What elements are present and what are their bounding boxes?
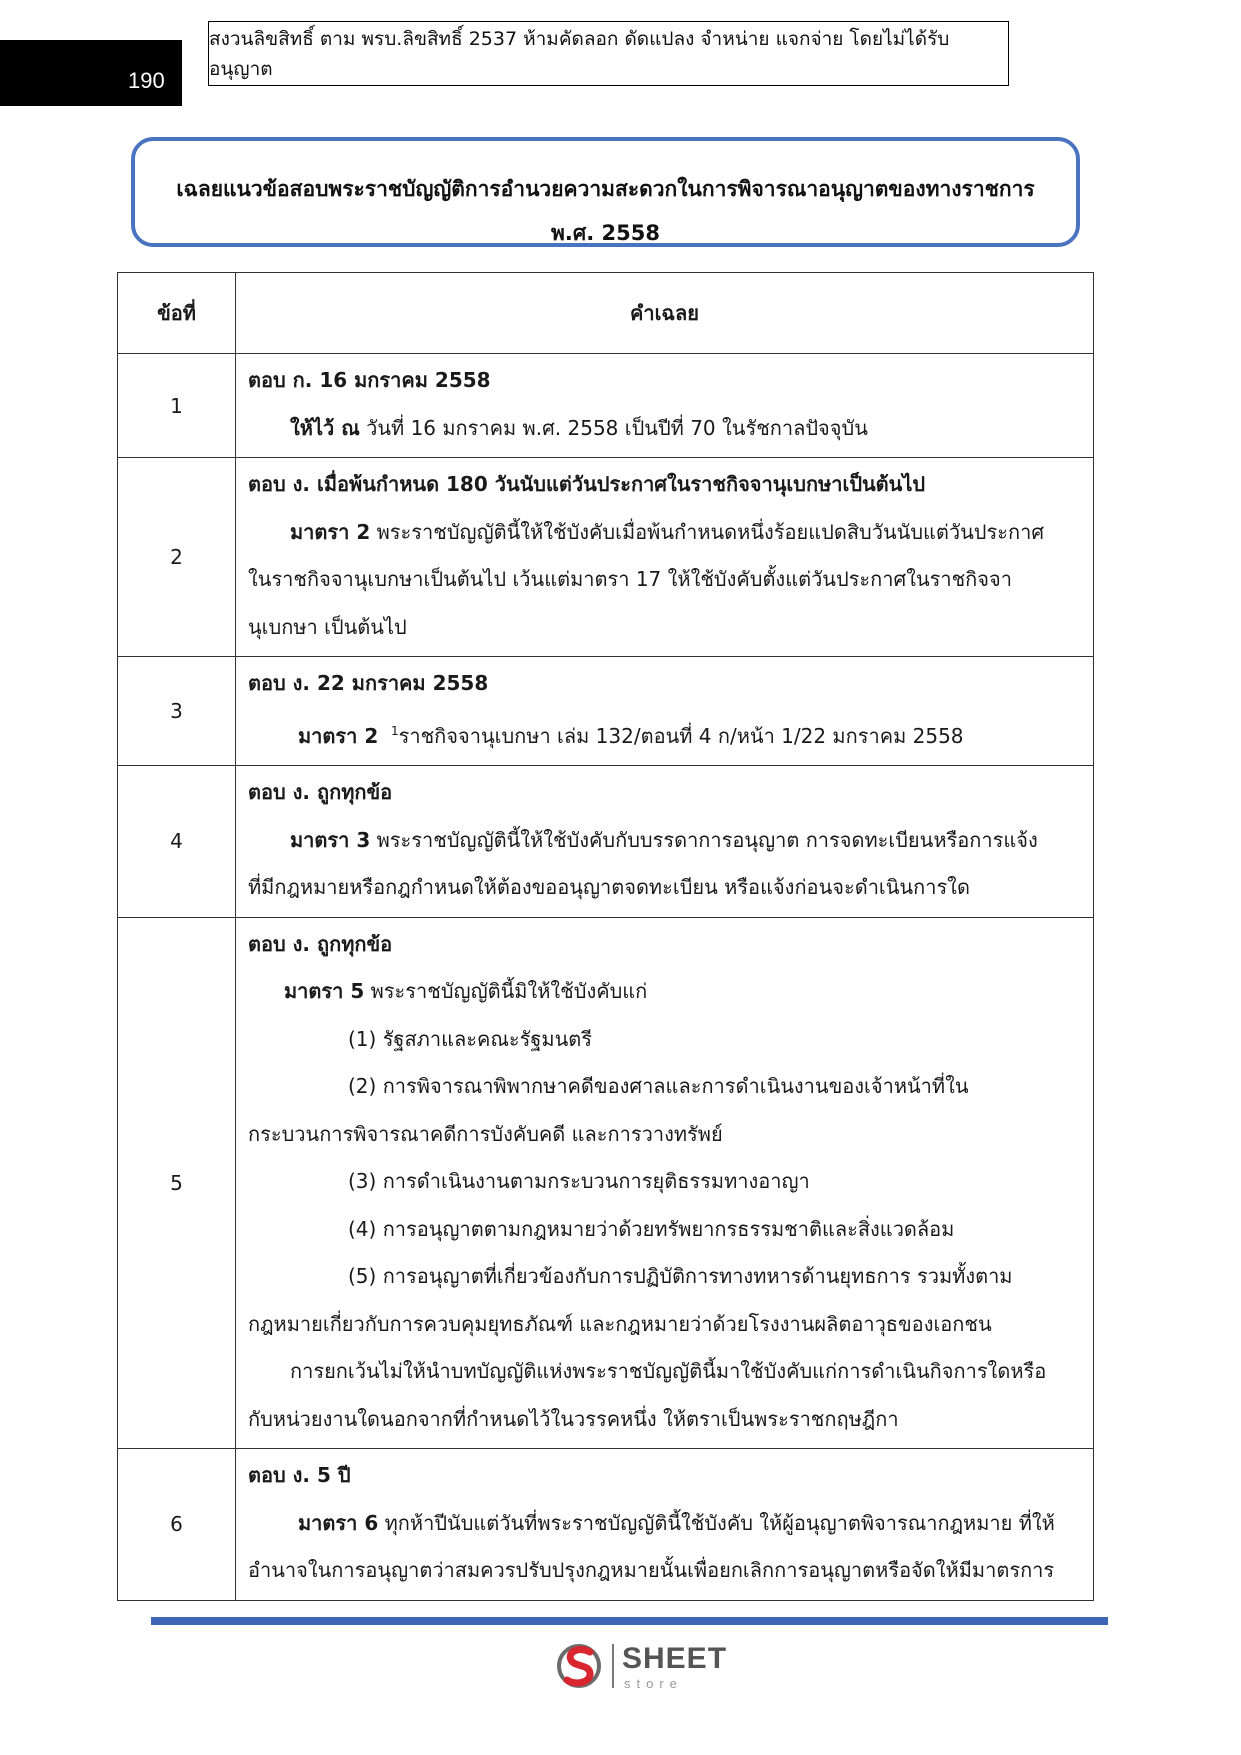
sheet-logo-icon <box>557 1640 607 1692</box>
answer-text: พระราชบัญญัตินี้มิให้ใช้บังคับแก่ <box>370 979 648 1003</box>
answer-text: การยกเว้นไม่ให้นำบทบัญญัติแห่งพระราชบัญญัตินี้มาใช้บังคับแก่การดำเนินกิจการใดหรือ <box>290 1359 1047 1383</box>
logo-divider <box>612 1644 614 1688</box>
footer-divider <box>151 1617 1108 1625</box>
answer-text: พระราชบัญญัตินี้ให้ใช้บังคับเมื่อพ้นกำหนดหนึ่งร้อยแปดสิบวันนับแต่วันประกาศ <box>376 519 1045 544</box>
section-lead: ให้ไว้ ณ <box>290 415 360 440</box>
page-number-box <box>0 40 182 106</box>
answer-text: พระราชบัญญัตินี้ให้ใช้บังคับกับบรรดาการอนุญาต การจดทะเบียนหรือการแจ้ง <box>376 827 1038 852</box>
title-line-1: เฉลยแนวข้อสอบพระราชบัญญัติการอำนวยความสะดวกในการพิจารณาอนุญาตของทางราชการ <box>176 177 1035 201</box>
copyright-notice: สงวนลิขสิทธิ์ ตาม พรบ.ลิขสิทธิ์ 2537 ห้ามคัดลอก ดัดแปลง จำหน่าย แจกจ่าย โดยไม่ได้รับอนุญาต <box>208 21 1009 86</box>
answer-cell <box>236 458 1094 657</box>
table-row <box>118 657 1094 766</box>
section-lead: มาตรา 5 <box>284 979 365 1003</box>
list-item: (5) การอนุญาตที่เกี่ยวข้องกับการปฏิบัติการทางทหารด้านยุทธการ รวมทั้งตาม <box>348 1264 1013 1288</box>
list-item-continued: กฎหมายเกี่ยวกับการควบคุมยุทธภัณฑ์ และกฎหมายว่าด้วยโรงงานผลิตอาวุธของเอกชน <box>248 1311 992 1336</box>
answer-text: นุเบกษา เป็นต้นไป <box>248 614 407 639</box>
list-item: (4) การอนุญาตตามกฎหมายว่าด้วยทรัพยากรธรรมชาติและสิ่งแวดล้อม <box>348 1216 955 1241</box>
section-lead: มาตรา 6 <box>298 1510 379 1535</box>
column-header-answer: คำเฉลย <box>236 273 1094 354</box>
answer-text: ทุกห้าปีนับแต่วันที่พระราชบัญญัตินี้ใช้บังคับ ให้ผู้อนุญาตพิจารณากฎหมาย ที่ให้ <box>384 1510 1055 1535</box>
answer-text: อำนาจในการอนุญาตว่าสมควรปรับปรุงกฎหมายนั้นเพื่อยกเลิกการอนุญาตหรือจัดให้มีมาตรการ <box>248 1558 1055 1582</box>
table-row <box>118 354 1094 458</box>
section-lead: มาตรา 2 <box>290 519 371 544</box>
answer-choice: ตอบ ง. ถูกทุกข้อ <box>248 780 393 804</box>
footnote-mark: 1 <box>390 723 399 738</box>
title-line-2: พ.ศ. 2558 <box>551 221 660 245</box>
answer-cell <box>236 766 1094 918</box>
row-number: 1 <box>118 354 236 458</box>
list-item: (2) การพิจารณาพิพากษาคดีของศาลและการดำเนินงานของเจ้าหน้าที่ใน <box>348 1074 969 1098</box>
section-lead: มาตรา 2 <box>298 723 379 748</box>
logo-name: SHEET <box>622 1642 728 1675</box>
answer-choice: ตอบ ง. 5 ปี <box>248 1463 351 1487</box>
table-header-row <box>118 273 1094 354</box>
answer-text: กับหน่วยงานใดนอกจากที่กำหนดไว้ในวรรคหนึ่ง ให้ตราเป็นพระราชกฤษฎีกา <box>248 1406 899 1431</box>
answer-text: วันที่ 16 มกราคม พ.ศ. 2558 เป็นปีที่ 70 ในรัชกาลปัจจุบัน <box>366 415 868 440</box>
row-number: 6 <box>118 1449 236 1601</box>
list-item: (3) การดำเนินงานตามกระบวนการยุติธรรมทางอาญา <box>348 1169 810 1193</box>
answer-choice: ตอบ ก. 16 มกราคม 2558 <box>248 368 491 392</box>
answer-choice: ตอบ ง. ถูกทุกข้อ <box>248 931 393 956</box>
table-row <box>118 1449 1094 1601</box>
row-number: 3 <box>118 657 236 766</box>
answer-text: ที่มีกฎหมายหรือกฎกำหนดให้ต้องขออนุญาตจดทะเบียน หรือแจ้งก่อนจะดำเนินการใด <box>248 875 970 899</box>
row-number: 4 <box>118 766 236 918</box>
list-item: (1) รัฐสภาและคณะรัฐมนตรี <box>348 1026 593 1051</box>
answer-table <box>117 272 1094 1601</box>
answer-choice: ตอบ ง. เมื่อพ้นกำหนด 180 วันนับแต่วันประกาศในราชกิจจานุเบกษาเป็นต้นไป <box>248 472 926 496</box>
section-lead: มาตรา 3 <box>290 827 371 852</box>
row-number: 2 <box>118 458 236 657</box>
answer-choice: ตอบ ง. 22 มกราคม 2558 <box>248 671 489 695</box>
document-title <box>131 137 1080 247</box>
table-row <box>118 917 1094 1449</box>
answer-cell <box>236 657 1094 766</box>
answer-cell <box>236 917 1094 1449</box>
list-item-continued: กระบวนการพิจารณาคดีการบังคับคดี และการวางทรัพย์ <box>248 1121 723 1146</box>
page-number: 190 <box>128 68 165 93</box>
answer-cell <box>236 354 1094 458</box>
table-row <box>118 458 1094 657</box>
column-header-no: ข้อที่ <box>118 273 236 354</box>
table-row <box>118 766 1094 918</box>
answer-cell <box>236 1449 1094 1601</box>
sheet-store-logo <box>552 1640 732 1696</box>
answer-text: ราชกิจจานุเบกษา เล่ม 132/ตอนที่ 4 ก/หน้า 1/22 มกราคม 2558 <box>398 723 964 748</box>
row-number: 5 <box>118 917 236 1449</box>
answer-text: ในราชกิจจานุเบกษาเป็นต้นไป เว้นแต่มาตรา 17 ให้ใช้บังคับตั้งแต่วันประกาศในราชกิจจา <box>248 567 1012 591</box>
logo-subtitle: store <box>624 1676 683 1691</box>
